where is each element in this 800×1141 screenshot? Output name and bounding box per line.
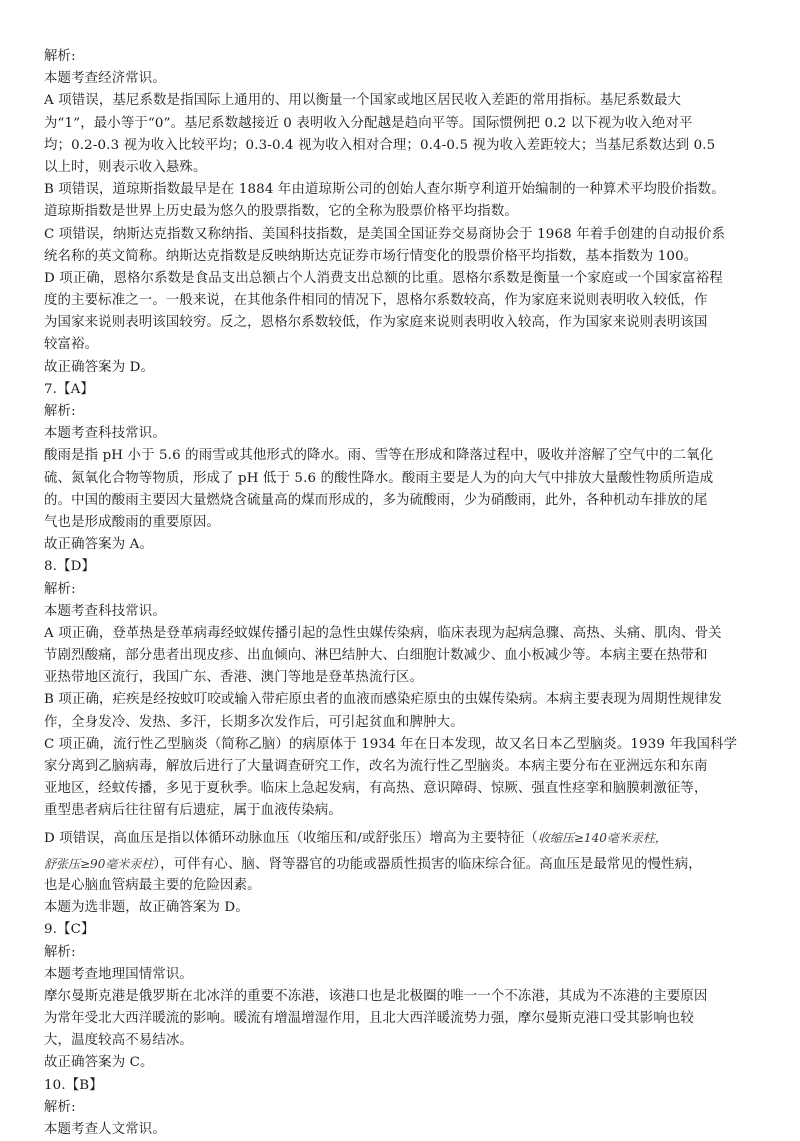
document-body (44, 46, 756, 1141)
handwritten-diastolic-note: 舒张压≥90毫米汞柱 (44, 856, 154, 871)
text-line: 8.【D】 (44, 559, 96, 575)
text-line: 解析: (44, 404, 76, 419)
text-line: 10.【B】 (44, 1077, 103, 1093)
text-line: 节剧烈酸痛，部分患者出现皮疹、出血倾向、淋巴结肿大、白细胞计数减少、血小板减少等。本病主要在热带和 (44, 648, 708, 664)
text-line: 度的主要标准之一。一般来说，在其他条件相同的情况下，恩格尔系数较高，作为家庭来说则表明收入较低，作 (44, 293, 708, 309)
text-line: A 项错误，基尼系数是指国际上通用的、用以衡量一个国家或地区居民收入差距的常用指标。基尼系数最大 (44, 93, 682, 109)
text-line: 解析: (44, 944, 76, 960)
text-line: 酸雨是指 pH 小于 5.6 的雨雪或其他形式的降水。雨、雪等在形成和降落过程中，吸收并溶解了空气中的二氧化 (44, 448, 714, 464)
text-line: 7.【A】 (44, 381, 94, 397)
text-line: 较富裕。 (44, 337, 99, 353)
text-line: 重型患者病后往往留有后遗症，属于血液传染病。 (44, 803, 342, 819)
text-line: 大，温度较高不易结冰。 (44, 1033, 193, 1049)
text-line: 以上时，则表示收入悬殊。 (44, 159, 207, 175)
text-line: 本题考查人文常识。 (44, 1122, 166, 1137)
text-segment: D 项错误，高血压是指以体循环动脉血压（收缩压和/或舒张压）增高为主要特征（ (44, 830, 538, 846)
text-line-hypertension-2 (44, 853, 756, 875)
text-line: 气也是形成酸雨的重要原因。 (44, 514, 221, 530)
paragraph-block-top (44, 46, 756, 823)
text-line: 为“1”，最小等于“0”。基尼系数越接近 0 表明收入分配越是趋向平等。国际惯例把 0.2 以下视为收入绝对平 (44, 115, 693, 131)
text-line: 本题考查科技常识。 (44, 426, 166, 442)
text-line: 亚地区，经蚊传播，多见于夏秋季。临床上急起发病，有高热、意识障碍、惊厥、强直性痉挛和脑膜刺激征等， (44, 781, 708, 797)
text-line: 本题考查经济常识。 (44, 71, 166, 87)
text-line: B 项正确，疟疾是经按蚊叮咬或输入带疟原虫者的血液而感染疟原虫的虫媒传染病。本病主要表现为周期性规律发 (44, 692, 722, 708)
text-line: 本题考查地理国情常识。 (44, 966, 193, 982)
text-line: 故正确答案为 C。 (44, 1055, 154, 1071)
paragraph-block-bottom (44, 875, 756, 1141)
text-line: 也是心脑血管病最主要的危险因素。 (44, 877, 261, 893)
text-line: 作，全身发冷、发热、多汗，长期多次发作后，可引起贫血和脾肿大。 (44, 714, 464, 730)
text-line: 均；0.2-0.3 视为收入比较平均；0.3-0.4 视为收入相对合理；0.4-0.5 视为收入差距较大；当基尼系数达到 0.5 (44, 137, 716, 153)
text-line: 故正确答案为 A。 (44, 537, 154, 553)
text-line: 本题考查科技常识。 (44, 603, 166, 619)
text-line: 本题为选非题，故正确答案为 D。 (44, 900, 249, 916)
text-line: C 项正确，流行性乙型脑炎（简称乙脑）的病原体于 1934 年在日本发现，故又名日本乙型脑炎。1939 年我国科学 (44, 736, 738, 752)
text-line: 解析: (44, 1099, 76, 1115)
text-line: 摩尔曼斯克港是俄罗斯在北冰洋的重要不冻港，该港口也是北极圈的唯一一个不冻港，其成为不冻港的主要原因 (44, 988, 708, 1004)
text-line: 家分离到乙脑病毒，解放后进行了大量调查研究工作，改名为流行性乙型脑炎。本病主要分布在亚洲远东和东南 (44, 759, 708, 774)
text-line: D 项正确，恩格尔系数是食品支出总额占个人消费支出总额的比重。恩格尔系数是衡量一个家庭或一个国家富裕程 (44, 270, 723, 286)
text-line: 为国家来说则表明该国较穷。反之，恩格尔系数较低，作为家庭来说则表明收入较高，作为国家来说则表明该国 (44, 315, 708, 331)
text-line: 的。中国的酸雨主要因大量燃烧含硫量高的煤而形成的，多为硫酸雨，少为硝酸雨，此外，各种机动车排放的尾 (44, 492, 708, 508)
text-line-hypertension (44, 827, 756, 849)
text-line: A 项正确，登革热是登革病毒经蚊媒传播引起的急性虫媒传染病，临床表现为起病急骤、高热、头痛、肌肉、骨关 (44, 625, 722, 641)
text-line: 9.【C】 (44, 922, 95, 938)
text-line: 解析: (44, 49, 76, 64)
text-line: 故正确答案为 D。 (44, 359, 155, 375)
text-segment: ），可伴有心、脑、肾等器官的功能或器质性损害的临床综合征。高血压是最常见的慢性病， (153, 856, 702, 872)
handwritten-systolic-note: 收缩压≥140毫米汞柱， (537, 830, 667, 845)
text-line: 统名称的英文简称。纳斯达克指数是反映纳斯达克证券市场行情变化的股票价格平均指数，基本指数为 100。 (44, 248, 698, 264)
text-line: 解析: (44, 581, 76, 597)
text-line: B 项错误，道琼斯指数最早是在 1884 年由道琼斯公司的创始人查尔斯亨利道开始编制的一种算术平均股价指数。 (44, 182, 725, 198)
text-line: 硫、氮氧化合物等物质，形成了 pH 低于 5.6 的酸性降水。酸雨主要是人为的向大气中排放大量酸性物质所造成 (44, 470, 714, 486)
text-line: C 项错误，纳斯达克指数又称纳指、美国科技指数，是美国全国证券交易商协会于 1968 年着手创建的自动报价系 (44, 226, 726, 242)
text-line: 为常年受北大西洋暖流的影响。暖流有增温增湿作用，且北大西洋暖流势力强，摩尔曼斯克港口受其影响也较 (44, 1011, 694, 1027)
text-line: 亚热带地区流行，我国广东、香港、澳门等地是登革热流行区。 (44, 670, 424, 686)
text-line: 道琼斯指数是世界上历史最为悠久的股票指数，它的全称为股票价格平均指数。 (44, 204, 518, 220)
